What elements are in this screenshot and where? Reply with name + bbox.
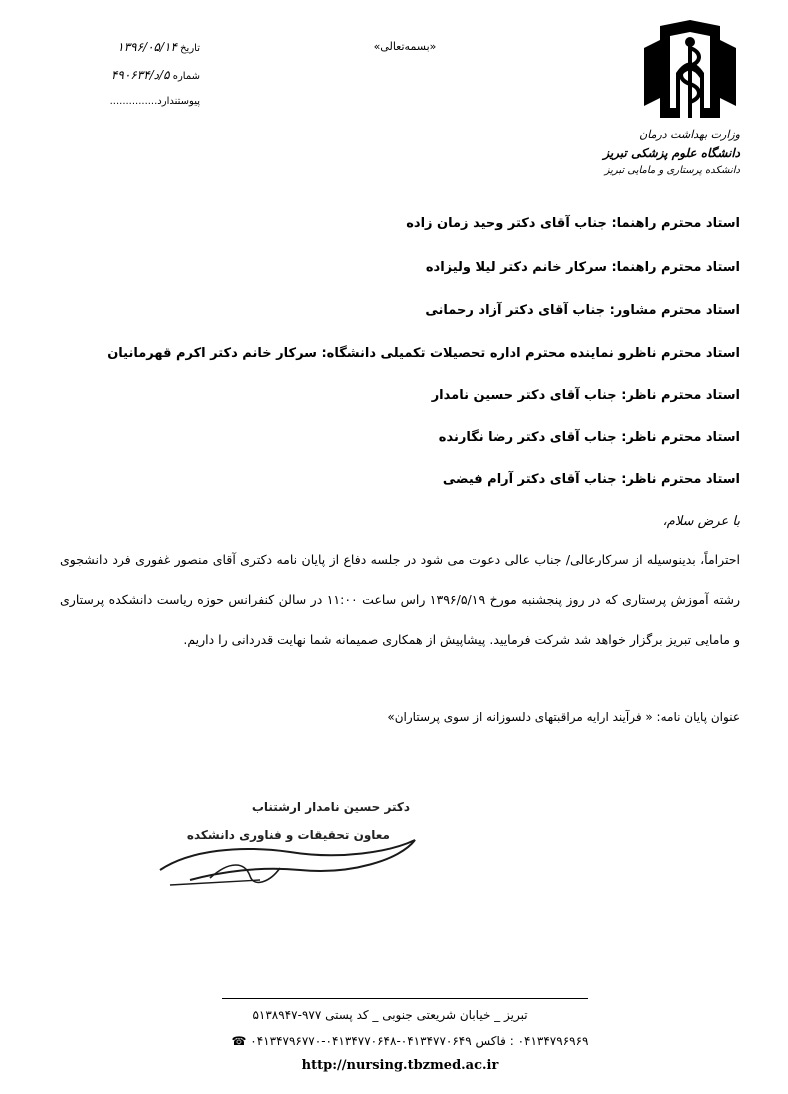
- attachment-value: ندارد: [157, 96, 178, 107]
- addressee-line: استاد محترم ناظرو نماینده محترم اداره تحصیلات تکمیلی دانشگاه: سرکار خانم دکتر اکرم قهرمانیان: [107, 346, 740, 361]
- footer-phones-text: ۰۴۱۳۴۷۹۶۹۶۹ : فاکس ۰۴۱۳۴۷۷۰۶۴۹-۰۴۱۳۴۷۷۰۶۴۸-۰۴۱۳۴۷۹۶۷۷۰: [250, 1034, 589, 1048]
- org-line-1: وزارت بهداشت درمان: [639, 128, 740, 141]
- addressee-line: استاد محترم ناظر: جناب آقای دکتر حسین نامدار: [431, 388, 740, 403]
- addressee-line: استاد محترم مشاور: جناب آقای دکتر آزاد رحمانی: [425, 303, 740, 318]
- footer-phone-numbers: [160, 1034, 660, 1048]
- university-logo: [603, 18, 740, 178]
- signatory-name: دکتر حسین نامدار ارشتناب: [251, 800, 410, 814]
- letter-body: [60, 540, 740, 660]
- letter-attachment: [80, 96, 200, 107]
- addressee-line: استاد محترم راهنما: جناب آقای دکتر وحید زمان زاده: [406, 216, 740, 231]
- footer-website-link[interactable]: http://nursing.tbzmed.ac.ir: [301, 1058, 499, 1073]
- letter-number: [80, 68, 200, 82]
- addressee-line: استاد محترم ناظر: جناب آقای دکتر آرام فیضی: [442, 472, 740, 487]
- greeting: با عرض سلام،: [662, 514, 740, 529]
- addressee-line: استاد محترم راهنما: سرکار خانم دکتر لیلا ولیزاده: [425, 260, 740, 275]
- university-emblem-icon: [640, 18, 740, 126]
- attachment-dots: ...............: [109, 96, 158, 107]
- signatory-role: معاون تحقیقات و فناوری دانشکده: [186, 828, 390, 842]
- date-label: تاریخ: [180, 43, 200, 54]
- number-label: شماره: [172, 71, 200, 82]
- footer-divider: [222, 998, 588, 999]
- thesis-title: عنوان پایان نامه: « فرآیند ارایه مراقبتهای دلسوزانه از سوی پرستاران»: [387, 710, 740, 724]
- org-line-2: دانشگاه علوم پزشکی تبریز: [603, 146, 740, 160]
- phone-icon: ☎: [231, 1034, 247, 1048]
- signature-block: [150, 790, 430, 900]
- date-value: ۱۳۹۶/۰۵/۱۴: [117, 40, 177, 54]
- bismillah-heading: «بسمه‌تعالی»: [373, 40, 437, 53]
- number-value: ۵/د/۴۹۰۶۳۴: [110, 68, 170, 82]
- footer-address: تبریز _ خیابان شریعتی جنوبی _ کد پستی ۹۷۷-۵۱۳۸۹۴۷: [252, 1008, 528, 1022]
- body-paragraph: احتراماً، بدینوسیله از سرکارعالی/ جناب عالی دعوت می شود در جلسه دفاع از پایان نامه دکتری آقای منصور غفوری فرد دانشجوی رشته آموزش پرستاری که در روز پنجشنبه مورخ ۱۳۹۶/۵/۱۹ راس ساعت ۱۱:۰۰ در سالن کنفرانس حوزه ریاست دانشکده پرستاری و مامایی تبریز برگزار خواهد شد شرکت فرمایید. پیشاپیش از همکاری صمیمانه شما نهایت قدردانی را داریم.: [60, 552, 740, 647]
- addressee-line: استاد محترم ناظر: جناب آقای دکتر رضا نگارنده: [438, 430, 740, 445]
- org-line-3: دانشکده پرستاری و مامایی تبریز: [604, 165, 740, 176]
- letter-date: [80, 40, 200, 54]
- attachment-label: پیوست: [177, 96, 200, 107]
